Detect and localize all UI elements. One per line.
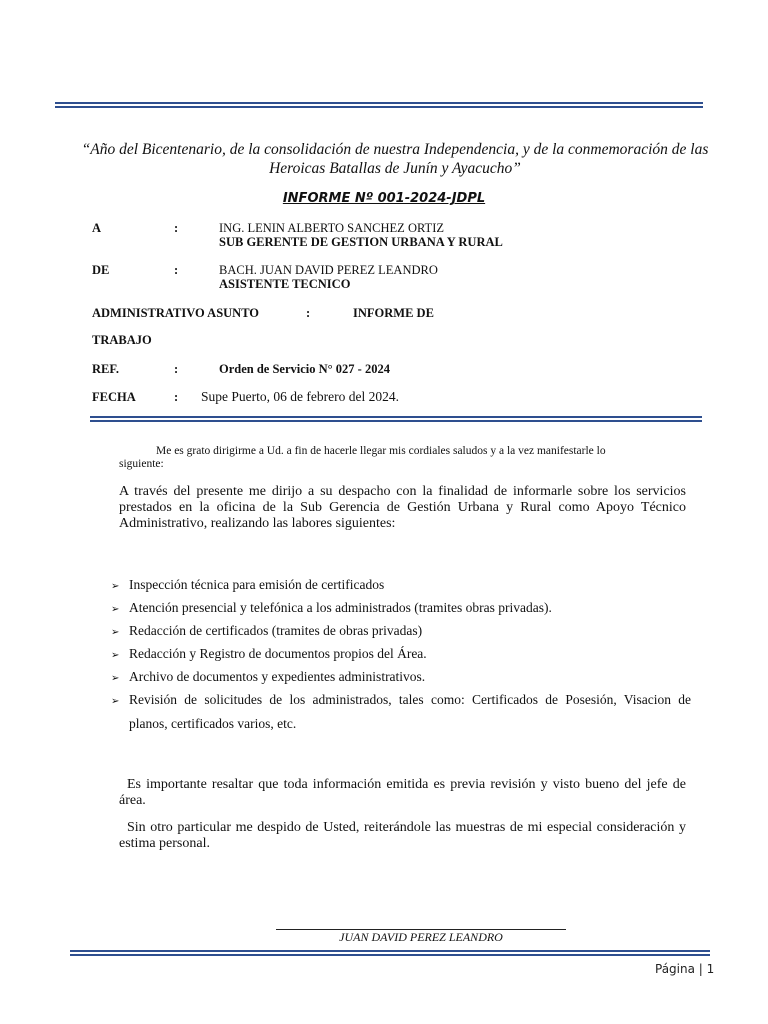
to-position: SUB GERENTE DE GESTION URBANA Y RURAL xyxy=(219,235,503,249)
from-position: ASISTENTE TECNICO xyxy=(219,277,351,291)
closing-text: Sin otro particular me despido de Usted, reiterándole las muestras de mi especial consideración y estima personal. xyxy=(119,820,686,851)
task-item xyxy=(111,577,384,593)
report-title: INFORME Nº 001-2024-JDPL xyxy=(282,191,486,206)
subject-continuation: TRABAJO xyxy=(92,333,152,347)
task-item xyxy=(111,692,691,708)
to-name: ING. LENIN ALBERTO SANCHEZ ORTIZ xyxy=(219,221,444,235)
task-text: Atención presencial y telefónica a los administrados (tramites obras privadas). xyxy=(129,600,552,615)
task-text: Revisión de solicitudes de los administrados, tales como: Certificados de Posesión, Visacion de xyxy=(129,692,691,707)
note-text: Es importante resaltar que toda información emitida es previa revisión y visto bueno del jefe de área. xyxy=(119,777,686,808)
task-item xyxy=(111,646,427,662)
task-item xyxy=(111,623,422,639)
ref-colon: : xyxy=(174,362,179,376)
ref-value: Orden de Servicio N° 027 - 2024 xyxy=(219,362,390,376)
task-text: Archivo de documentos y expedientes administrativos. xyxy=(129,669,426,684)
page-label: Página xyxy=(655,962,695,976)
greeting-line-2: siguiente: xyxy=(119,458,164,470)
page-footer xyxy=(655,962,714,976)
footer-rule xyxy=(70,950,710,956)
task-text: Inspección técnica para emisión de certificados xyxy=(129,577,385,592)
from-colon: : xyxy=(174,263,179,277)
to-label: A xyxy=(92,221,102,235)
arrow-bullet-icon: ➢ xyxy=(111,604,120,615)
arrow-bullet-icon: ➢ xyxy=(111,673,120,684)
intro-paragraph: A través del presente me dirijo a su despacho con la finalidad de informarle sobre los servicios prestados en la oficina de la Sub Gerencia de Gestión Urbana y Rural como Apoyo Técnico Administrativo, realizando las labores siguientes: xyxy=(119,484,686,531)
task-item xyxy=(111,669,425,685)
from-label: DE xyxy=(92,263,110,277)
arrow-bullet-icon: ➢ xyxy=(111,627,120,638)
ref-label: REF. xyxy=(92,362,119,376)
task-continuation: planos, certificados varios, etc. xyxy=(129,716,297,731)
section-rule xyxy=(90,416,702,422)
arrow-bullet-icon: ➢ xyxy=(111,581,120,592)
task-text: Redacción de certificados (tramites de obras privadas) xyxy=(129,623,423,638)
closing-paragraph xyxy=(119,820,686,852)
note-paragraph xyxy=(119,777,686,809)
motto: “Año del Bicentenario, de la consolidación de nuestra Independencia, y de la conmemoración de las Heroicas Batallas de Junín y Ayacucho” xyxy=(81,141,709,177)
date-colon: : xyxy=(174,390,179,404)
subject-value: INFORME DE xyxy=(353,306,434,320)
signature-name: JUAN DAVID PEREZ LEANDRO xyxy=(339,930,503,944)
page-separator: | xyxy=(698,962,703,976)
arrow-bullet-icon: ➢ xyxy=(111,696,120,707)
task-item xyxy=(111,600,552,616)
date-value: Supe Puerto, 06 de febrero del 2024. xyxy=(201,389,399,404)
subject-label: ADMINISTRATIVO ASUNTO xyxy=(92,306,260,320)
greeting-line-1: Me es grato dirigirme a Ud. a fin de hacerle llegar mis cordiales saludos y a la vez manifestarle lo xyxy=(156,445,606,457)
date-label: FECHA xyxy=(92,390,136,404)
from-name: BACH. JUAN DAVID PEREZ LEANDRO xyxy=(219,263,438,277)
arrow-bullet-icon: ➢ xyxy=(111,650,120,661)
task-text: Redacción y Registro de documentos propios del Área. xyxy=(129,646,427,661)
subject-colon: : xyxy=(306,306,311,320)
to-colon: : xyxy=(174,221,179,235)
header-rule xyxy=(55,102,703,108)
page-number: 1 xyxy=(706,962,715,976)
